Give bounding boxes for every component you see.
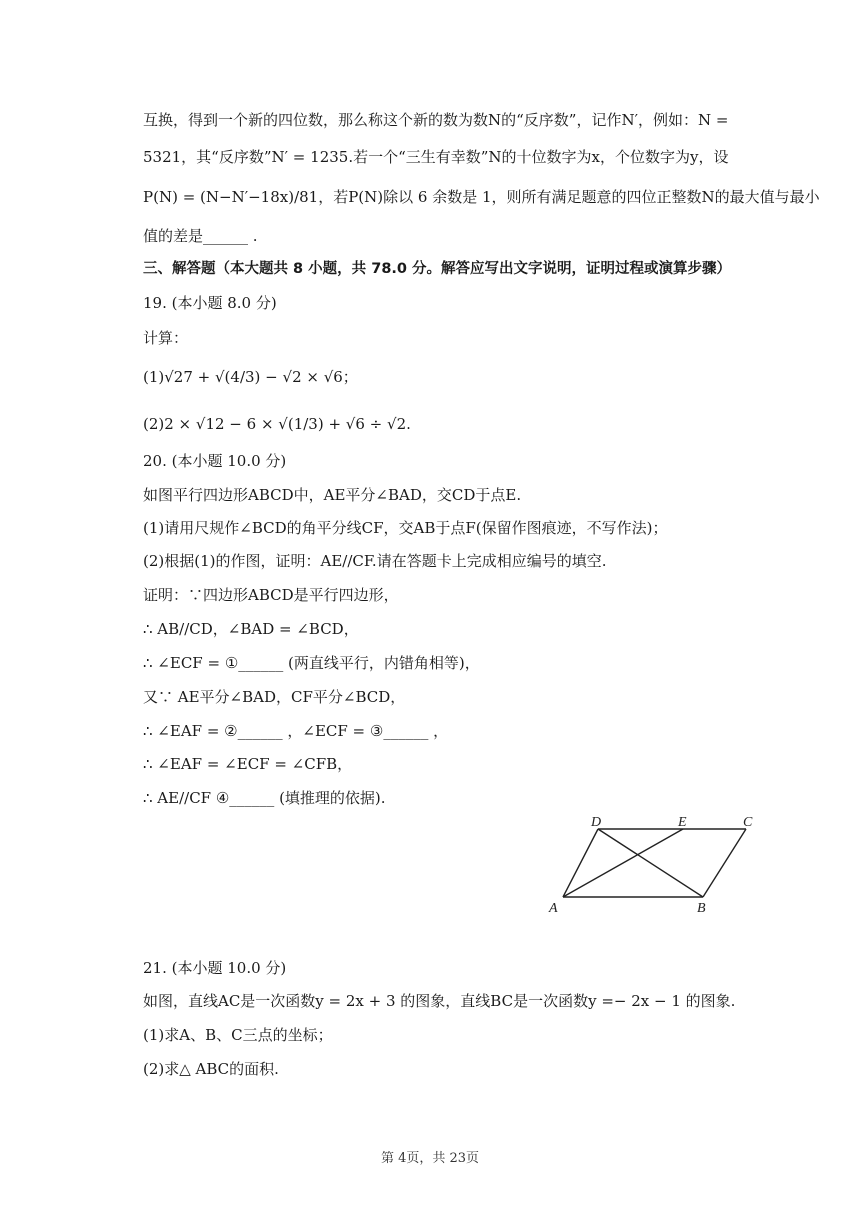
text-line-1: 互换，得到一个新的四位数，那么称这个新的数为数N的“反序数”，记作N′，例如：N = xyxy=(143,111,729,129)
proof-line-4: 又∵ AE平分∠BAD，CF平分∠BCD， xyxy=(143,688,406,706)
text-line-4: 值的差是______ . xyxy=(143,227,258,245)
label-D: D xyxy=(591,815,602,830)
proof-line-1: 证明：∵四边形ABCD是平行四边形， xyxy=(143,586,399,604)
label-C: C xyxy=(743,815,753,830)
q19-part1: (1)√27 + √(4/3) − √2 × √6； xyxy=(143,368,358,386)
proof-line-2: ∴ AB//CD，∠BAD = ∠BCD， xyxy=(143,620,359,638)
question-20-header: 20. (本小题 10.0 分) xyxy=(143,452,287,470)
proof-line-7: ∴ AE//CF ④______ (填推理的依据). xyxy=(143,789,386,807)
label-E: E xyxy=(678,815,687,830)
proof-line-6: ∴ ∠EAF = ∠ECF = ∠CFB， xyxy=(143,755,353,773)
page-footer: 第 4页，共 23页 xyxy=(380,1151,480,1166)
q21-part2: (2)求△ ABC的面积. xyxy=(143,1060,279,1078)
section-heading: 三、解答题（本大题共 8 小题，共 78.0 分。解答应写出文字说明，证明过程或演算步骤） xyxy=(143,261,732,277)
q21-part1: (1)求A、B、C三点的坐标； xyxy=(143,1026,333,1044)
proof-line-5: ∴ ∠EAF = ②______ ，∠ECF = ③______ ， xyxy=(143,722,449,740)
label-A: A xyxy=(549,901,558,916)
text-line-7: 计算： xyxy=(143,329,189,347)
q20-part2: (2)根据(1)的作图，证明：AE//CF.请在答题卡上完成相应编号的填空. xyxy=(143,552,607,570)
label-B: B xyxy=(697,901,706,916)
parallelogram-figure xyxy=(545,815,775,925)
text-line-3: P(N) = (N−N′−18x)/81，若P(N)除以 6 余数是 1，则所有满足题意的四位正整数N的最大值与最小 xyxy=(143,188,820,206)
segment-DB xyxy=(598,829,703,897)
text-line-2: 5321，其“反序数”N′ = 1235.若一个“三生有幸数”N的十位数字为x，个位数字为y，设 xyxy=(143,148,729,166)
segment-BC xyxy=(703,829,746,897)
q19-part2: (2)2 × √12 − 6 × √(1/3) + √6 ÷ √2. xyxy=(143,415,411,433)
question-19-header: 19. (本小题 8.0 分) xyxy=(143,294,277,312)
question-21-header: 21. (本小题 10.0 分) xyxy=(143,959,287,977)
proof-line-3: ∴ ∠ECF = ①______ (两直线平行，内错角相等)， xyxy=(143,654,480,672)
q20-part1: (1)请用尺规作∠BCD的角平分线CF，交AB于点F(保留作图痕迹，不写作法)； xyxy=(143,519,668,537)
text-line-11: 如图平行四边形ABCD中，AE平分∠BAD，交CD于点E. xyxy=(143,486,522,504)
text-line-22: 如图，直线AC是一次函数y = 2x + 3 的图象，直线BC是一次函数y =− 2x − 1 的图象. xyxy=(143,992,736,1010)
